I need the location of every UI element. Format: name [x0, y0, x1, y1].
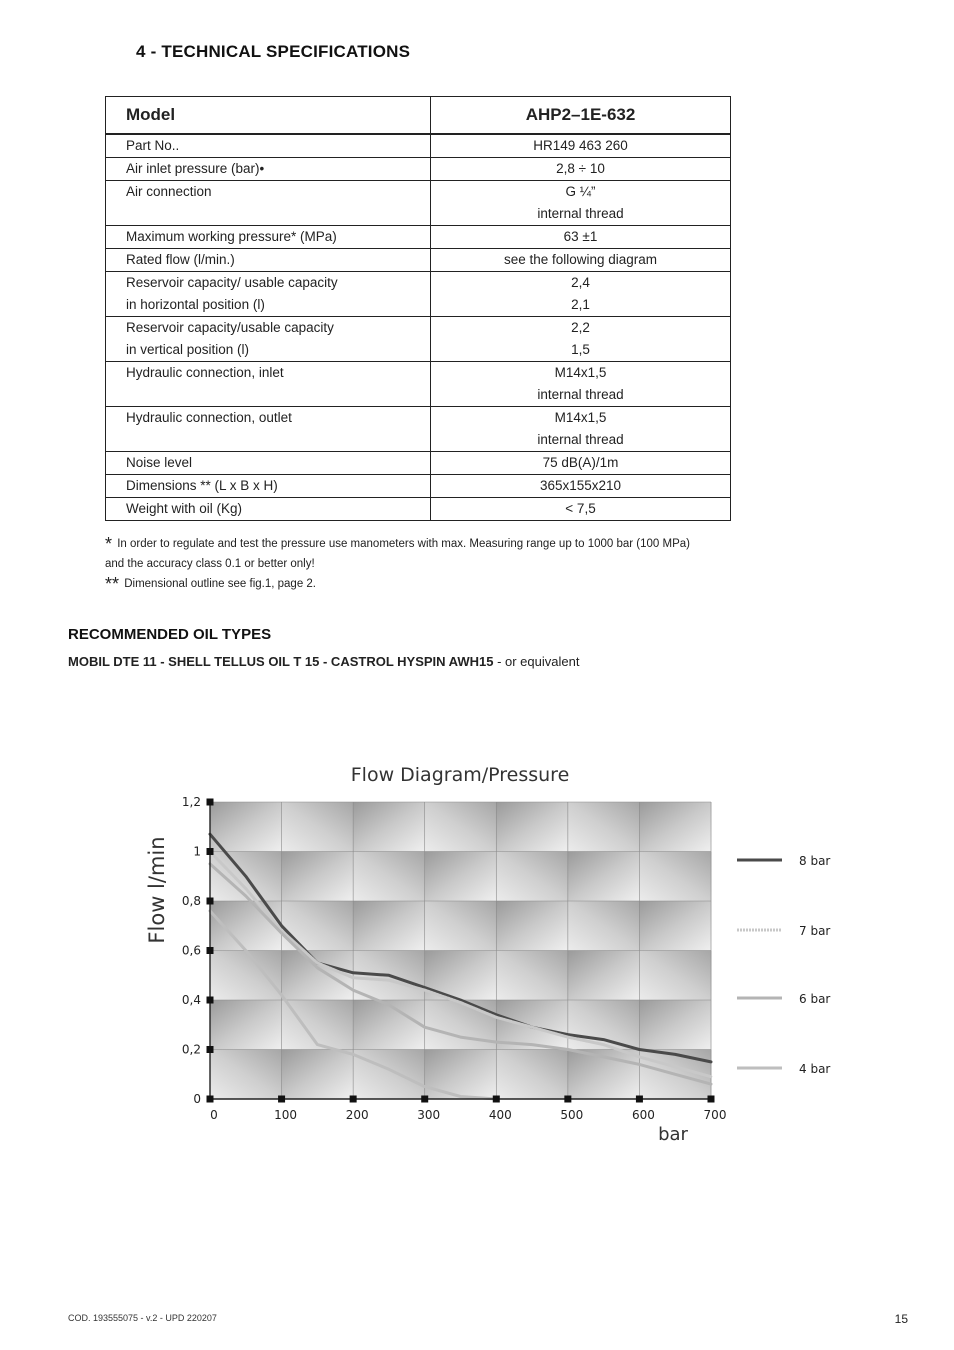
spec-label [106, 249, 431, 272]
spec-label [106, 134, 431, 158]
plot-tile [568, 802, 640, 852]
footnote-1-cont: and the accuracy class 0.1 or better only! [105, 558, 315, 570]
plot-tile [282, 1050, 354, 1100]
spec-value [431, 475, 731, 498]
x-axis-label: bar [658, 1124, 688, 1145]
spec-label-line: in vertical position (l) [126, 342, 250, 357]
plot-tile [568, 852, 640, 902]
spec-value [431, 181, 731, 226]
spec-label-line [126, 203, 430, 225]
spec-value-line: 2,1 [571, 297, 590, 312]
x-tick-label: 600 [631, 1108, 655, 1122]
plot-tile [353, 901, 425, 951]
spec-label-line [126, 384, 430, 406]
spec-table [105, 96, 731, 521]
spec-label [106, 475, 431, 498]
y-tick-label: 0 [193, 1092, 201, 1106]
plot-tile [496, 951, 568, 1001]
spec-label [106, 158, 431, 181]
spec-value-line: < 7,5 [565, 501, 596, 516]
plot-tile [639, 951, 711, 1001]
plot-tile [425, 802, 497, 852]
legend-label: 8 bar [799, 854, 831, 868]
spec-label-line: Rated flow (l/min.) [126, 252, 235, 267]
plot-tile [210, 901, 282, 951]
spec-value-line: 2,4 [571, 275, 590, 290]
spec-label-line: Maximum working pressure* (MPa) [126, 229, 337, 244]
spec-value [431, 249, 731, 272]
x-tick-label: 700 [703, 1108, 727, 1122]
oil-types-suffix: - or equivalent [493, 654, 580, 669]
y-tick-marker [207, 997, 214, 1004]
spec-label [106, 362, 431, 407]
spec-value [431, 134, 731, 158]
plot-tile [353, 802, 425, 852]
oil-types-list: MOBIL DTE 11 - SHELL TELLUS OIL T 15 - CASTROL HYSPIN AWH15 [68, 654, 494, 669]
spec-value [431, 452, 731, 475]
spec-value [431, 226, 731, 249]
spec-row [106, 498, 731, 521]
spec-value-line: 1,5 [571, 342, 590, 357]
y-tick-label: 0,4 [181, 993, 201, 1007]
oil-types-title: RECOMMENDED OIL TYPES [68, 626, 272, 643]
footnote-2-text: Dimensional outline see fig.1, page 2. [124, 578, 317, 590]
spec-value-line: see the following diagram [503, 252, 658, 267]
plot-tile [568, 1000, 640, 1050]
footnotes [105, 534, 690, 594]
spec-table-header [106, 97, 731, 135]
spec-row [106, 134, 731, 158]
plot-tile [425, 1050, 497, 1100]
header-model-value: AHP2–1E-632 [431, 97, 731, 135]
spec-label-line: Part No.. [126, 138, 180, 153]
x-tick-label: 200 [345, 1108, 369, 1122]
y-tick-label: 1,2 [181, 795, 201, 809]
header-model-label: Model [106, 97, 431, 135]
spec-row [106, 226, 731, 249]
plot-tile [568, 951, 640, 1001]
spec-row [106, 362, 731, 407]
x-tick-marker [278, 1096, 285, 1103]
y-tick-label: 0,6 [181, 943, 201, 958]
plot-tile [568, 901, 640, 951]
y-tick-label: 1 [193, 844, 201, 859]
spec-value-line: HR149 463 260 [533, 138, 628, 153]
footnote-2 [105, 574, 690, 594]
chart-title: Flow Diagram/Pressure [350, 764, 570, 786]
spec-label-line: Hydraulic connection, inlet [126, 365, 284, 380]
page-number: 15 [894, 1312, 908, 1326]
legend-label: 7 bar [799, 924, 831, 938]
plot-tile [496, 852, 568, 902]
spec-value-line: 75 dB(A)/1m [542, 455, 619, 470]
spec-value [431, 362, 731, 407]
spec-label-line: Air connection [126, 184, 212, 199]
spec-value-line: internal thread [537, 206, 624, 221]
plot-tile [425, 901, 497, 951]
y-tick-marker [207, 848, 214, 855]
spec-value-line: internal thread [537, 432, 624, 447]
plot-tile [425, 1000, 497, 1050]
spec-value [431, 317, 731, 362]
x-tick-marker [493, 1096, 500, 1103]
spec-label [106, 452, 431, 475]
spec-label-line: Reservoir capacity/usable capacity [126, 320, 334, 335]
spec-label-line: Reservoir capacity/ usable capacity [126, 275, 338, 290]
y-tick-marker [207, 898, 214, 905]
plot-tile [353, 1050, 425, 1100]
spec-value-line: 2,2 [571, 320, 590, 335]
spec-row [106, 317, 731, 362]
plot-tile [639, 1000, 711, 1050]
y-tick-marker [207, 1046, 214, 1053]
plot-tile [425, 852, 497, 902]
spec-label-line: Dimensions ** (L x B x H) [126, 478, 278, 493]
oil-types-line [68, 654, 579, 669]
x-tick-marker [708, 1096, 715, 1103]
spec-row [106, 158, 731, 181]
spec-label-line: Weight with oil (Kg) [126, 501, 243, 516]
legend-label: 6 bar [799, 992, 831, 1006]
spec-label [106, 181, 431, 226]
plot-tile [496, 901, 568, 951]
flow-pressure-chart [140, 755, 840, 1150]
spec-label-line [126, 429, 430, 451]
footnote-2-mark: ** [105, 574, 120, 594]
spec-row [106, 452, 731, 475]
plot-tile [210, 951, 282, 1001]
footnote-1-text: In order to regulate and test the pressure use manometers with max. Measuring range up to 1000 bar (100 MPa) [117, 538, 690, 550]
plot-tile [353, 1000, 425, 1050]
spec-label [106, 317, 431, 362]
spec-table-body [106, 134, 731, 521]
spec-label-line: Air inlet pressure (bar)• [126, 161, 265, 176]
spec-row [106, 181, 731, 226]
spec-row [106, 407, 731, 452]
spec-row [106, 249, 731, 272]
footnote-1 [105, 534, 690, 554]
spec-row [106, 475, 731, 498]
spec-value [431, 407, 731, 452]
x-tick-label: 400 [488, 1108, 512, 1122]
plot-tile [639, 852, 711, 902]
plot-tile [496, 802, 568, 852]
plot-tile [210, 802, 282, 852]
y-tick-marker [207, 799, 214, 806]
plot-tile [353, 852, 425, 902]
spec-value [431, 498, 731, 521]
spec-value-line: 365x155x210 [539, 478, 622, 493]
spec-label [106, 272, 431, 317]
spec-label-line: Noise level [126, 455, 193, 470]
spec-label [106, 407, 431, 452]
spec-label-line: in horizontal position (l) [126, 297, 265, 312]
plot-tile [282, 852, 354, 902]
footnote-1-mark: * [105, 534, 113, 554]
legend [737, 854, 830, 1076]
plot-tile [282, 951, 354, 1001]
y-axis-label: Flow l/min [145, 836, 169, 944]
legend-label: 4 bar [799, 1062, 831, 1076]
x-tick-marker [421, 1096, 428, 1103]
spec-value-line: M14x1,5 [554, 410, 607, 425]
spec-value-line: 63 ±1 [563, 229, 598, 244]
plot-tile [496, 1050, 568, 1100]
spec-value-line: G ¼” [565, 184, 596, 199]
x-tick-label: 300 [417, 1108, 441, 1122]
section-title: 4 - TECHNICAL SPECIFICATIONS [136, 42, 411, 61]
plot-tile [210, 1050, 282, 1100]
y-tick-label: 0,8 [181, 894, 201, 908]
spec-value-line: 2,8 ÷ 10 [556, 161, 605, 176]
spec-label [106, 498, 431, 521]
spec-value-line: M14x1,5 [554, 365, 607, 380]
x-tick-label: 0 [210, 1108, 218, 1122]
document-code: COD. 193555075 - v.2 - UPD 220207 [68, 1313, 217, 1323]
spec-value [431, 272, 731, 317]
spec-value [431, 158, 731, 181]
plot-tile [639, 802, 711, 852]
x-tick-marker [350, 1096, 357, 1103]
x-tick-marker [564, 1096, 571, 1103]
plot-tile [282, 802, 354, 852]
spec-label [106, 226, 431, 249]
x-tick-label: 100 [274, 1108, 298, 1122]
plot-tile [210, 1000, 282, 1050]
y-tick-marker [207, 947, 214, 954]
x-tick-marker [636, 1096, 643, 1103]
y-tick-label: 0,2 [181, 1042, 201, 1057]
y-tick-marker [207, 1096, 214, 1103]
spec-value-line: internal thread [537, 387, 624, 402]
spec-row [106, 272, 731, 317]
spec-label-line: Hydraulic connection, outlet [126, 410, 292, 425]
x-tick-label: 500 [560, 1108, 584, 1122]
plot-tile [639, 901, 711, 951]
